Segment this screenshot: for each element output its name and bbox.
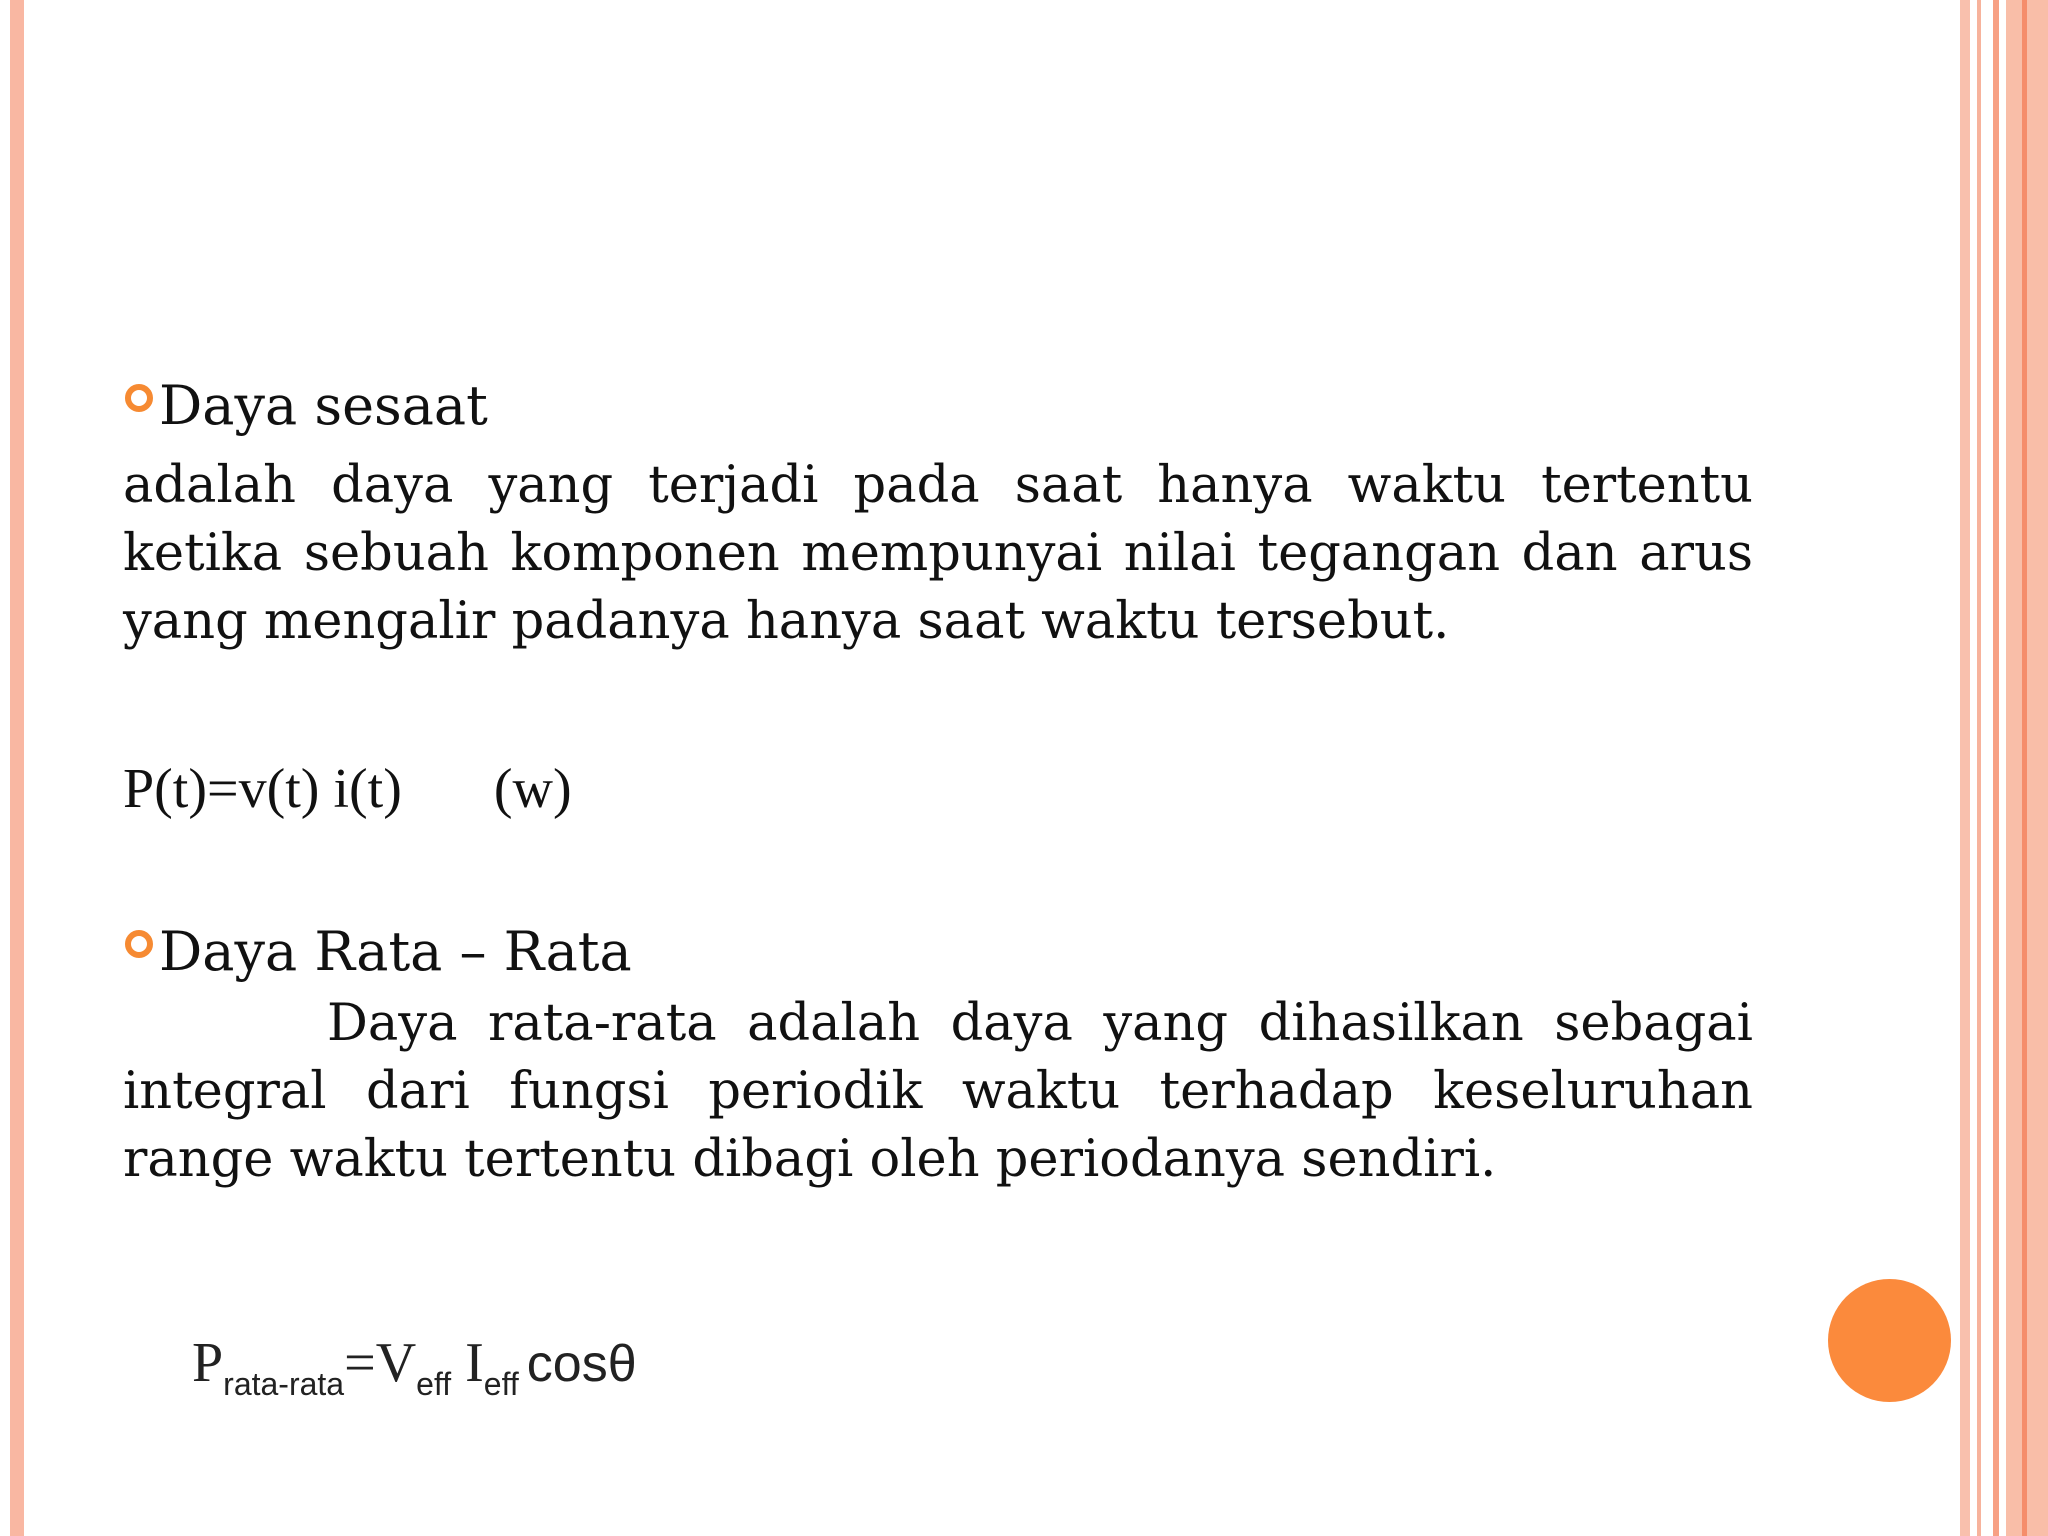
formula-symbol: P — [192, 1332, 224, 1394]
formula-symbol: V — [375, 1332, 417, 1394]
formula-equals: = — [344, 1332, 376, 1394]
section-heading — [123, 916, 1753, 988]
right-frame-stripe — [2022, 0, 2027, 1536]
right-frame-stripe — [1960, 0, 1970, 1536]
left-frame-stripe — [10, 0, 24, 1536]
formula-subscript: rata-rata — [223, 1366, 345, 1402]
section-heading-text: Daya Rata – Rata — [159, 920, 632, 983]
section-heading-text: Daya sesaat — [159, 374, 488, 437]
formula-text: P(t)=v(t) i(t) — [123, 758, 402, 820]
formula-subscript: eff — [483, 1366, 519, 1402]
paragraph-text: Daya rata-rata adalah daya yang dihasilkan sebagai integral dari fungsi periodik waktu terhadap keseluruhan range waktu tertentu dibagi oleh periodanya sendiri. — [123, 994, 1753, 1189]
formula-unit: (w) — [493, 758, 572, 820]
orange-circle-icon — [1828, 1279, 1951, 1402]
circle-bullet-icon — [125, 930, 153, 958]
section-heading — [123, 370, 1753, 442]
right-frame-stripe — [2006, 0, 2048, 1536]
instantaneous-power-formula — [123, 754, 1753, 824]
formula-cosine: cosθ — [526, 1335, 637, 1393]
right-frame-stripe — [1977, 0, 1981, 1536]
slide-content — [123, 370, 1753, 1194]
right-frame-stripe — [1993, 0, 1999, 1536]
definition-paragraph — [123, 990, 1753, 1194]
formula-subscript: eff — [416, 1366, 452, 1402]
definition-paragraph: adalah daya yang terjadi pada saat hanya waktu tertentu ketika sebuah komponen mempunyai nilai tegangan dan arus yang mengalir padanya hanya saat waktu tersebut. — [123, 456, 1753, 651]
formula-symbol: I — [465, 1332, 484, 1394]
circle-bullet-icon — [125, 384, 153, 412]
average-power-formula — [192, 1328, 637, 1419]
